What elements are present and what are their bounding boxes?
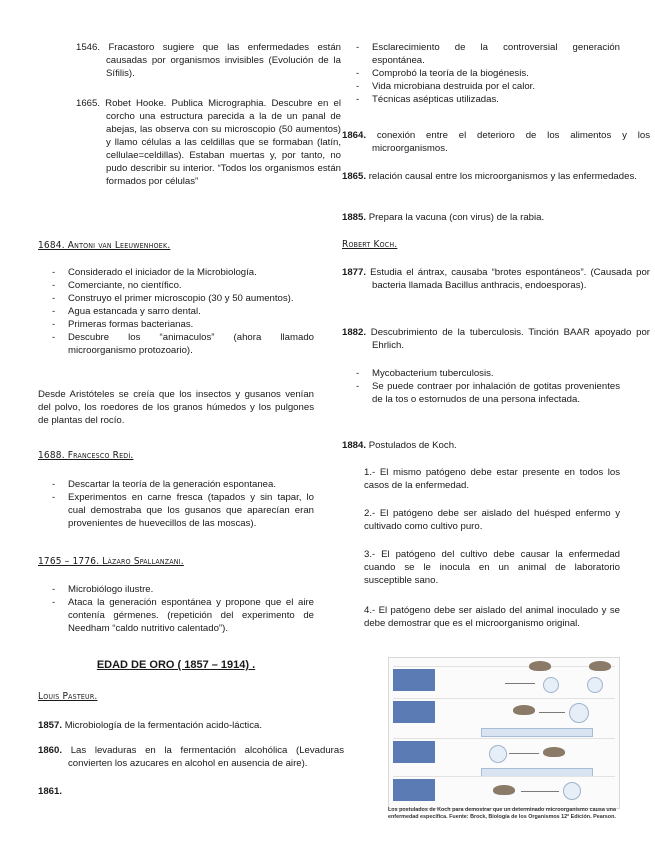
list-item: - Considerado el iniciador de la Microbiología. (38, 266, 314, 279)
pasteur-1861: 1861. (38, 786, 63, 797)
pasteur-heading: Louis Pasteur. (38, 691, 98, 702)
entry-text: Microbiología de la fermentación acido-láctica. (64, 720, 262, 731)
aristoteles-paragraph: Desde Aristóteles se creía que los insectos y gusanos venían del polvo, los roedores de los granos húmedos y los pulgones de plantas del rocío. (38, 389, 314, 426)
list-item: - Esclarecimiento de la controversial generación espontánea. (342, 41, 620, 67)
list-item: - Microbiólogo ilustre. (38, 583, 314, 596)
spallanzani-heading: 1765 – 1776. Lázaro Spallanzani. (38, 556, 184, 567)
figure-step-box (393, 701, 435, 723)
leeuwenhoek-list (38, 266, 314, 357)
list-item: - Descartar la teoría de la generación espontanea. (38, 478, 314, 491)
list-item: - Ataca la generación espontánea y propone que el aire contenía gérmenes. (repetición del experimento de Needham “caldo nutritivo calentado”). (38, 596, 314, 635)
koch-postulate-2: 2.- El patógeno debe ser aislado del huésped enfermo y cultivado como cultivo puro. (364, 508, 620, 532)
pasteur-1857 (38, 719, 314, 732)
entry-text: relación causal entre los microorganismos y las enfermedades. (368, 171, 637, 182)
figure-step-box (393, 779, 435, 801)
list-item: - Construyo el primer microscopio (30 y 50 aumentos). (38, 292, 314, 305)
entry-1865 (342, 170, 650, 183)
year-label: 1877. (342, 267, 367, 278)
figure-caption: Los postulados de Koch para demostrar que un determinado microorganismo causa una enfermedad específica. Fuente: Brock, Biología de los Organismos 12ª Edición. Pearson. (388, 807, 616, 820)
figure-row-3 (393, 738, 615, 767)
list-item: - Experimentos en carne fresca (tapados y sin tapar, lo cual demostraba que los gusanos que aparecían eran provenientes de huevecillos de las moscas). (38, 491, 314, 530)
healthy-mouse-icon (589, 661, 611, 671)
entry-1884 (342, 439, 620, 452)
koch-postulate-3: 3.- El patógeno del cultivo debe causar la enfermedad cuando se le inocula en un animal de laboratorio susceptible sano. (364, 549, 620, 586)
pasteur-1861-list (342, 41, 620, 106)
arrow-icon (539, 712, 565, 713)
figure-row-2 (393, 698, 615, 727)
figure-step-box (393, 741, 435, 763)
entry-1546: 1546. Fracastoro sugiere que las enfermedades están causadas por organismos invisibles (Evolución de la Sífilis). (76, 42, 341, 79)
culture-dish-icon (563, 782, 581, 800)
figure-row-1 (393, 666, 615, 695)
list-item: - Se puede contraer por inhalación de gotitas provenientes de la tos o estornudos de una persona infectada. (342, 380, 620, 406)
culture-dish-icon (543, 677, 559, 693)
spallanzani-list (38, 583, 314, 635)
year-label: 1857. (38, 720, 63, 731)
entry-text: Estudia el ántrax, causaba “brotes espontáneos”. (Causada por bacteria llamada Bacillus anthracis, endoesporas). (370, 267, 650, 291)
koch-postulate-4: 4.- El patógeno debe ser aislado del animal inoculado y se debe demostrar que es el microorganismo original. (364, 605, 620, 629)
year-label: 1865. (342, 171, 367, 182)
culture-dish-icon (489, 745, 507, 763)
inoculated-mouse-icon (543, 747, 565, 757)
koch-postulates-figure (388, 657, 620, 809)
sick-mouse-icon (529, 661, 551, 671)
redi-list (38, 478, 314, 530)
figure-band (481, 728, 593, 737)
list-item: - Comerciante, no científico. (38, 279, 314, 292)
culture-dish-icon (569, 703, 589, 723)
year-label: 1864. (342, 130, 367, 141)
arrow-icon (521, 791, 559, 792)
koch-postulate-1: 1.- El mismo patógeno debe estar presente en todos los casos de la enfermedad. (364, 467, 620, 491)
entry-1882 (342, 326, 650, 352)
arrow-icon (509, 753, 539, 754)
list-item: - Descubre los “animaculos” (ahora llamado microorganismo protozoario). (38, 331, 314, 357)
year-label: 1860. (38, 745, 63, 756)
list-item: - Técnicas asépticas utilizadas. (342, 93, 620, 106)
list-item: - Comprobó la teoría de la biogénesis. (342, 67, 620, 80)
entry-text: Postulados de Koch. (368, 440, 457, 451)
year-label: 1884. (342, 440, 367, 451)
culture-dish-icon (587, 677, 603, 693)
list-item: - Vida microbiana destruida por el calor. (342, 80, 620, 93)
figure-row-4 (393, 776, 615, 805)
entry-1665: 1665. Robet Hooke. Publica Micrographia. Descubre en el corcho una estructura parecida a la de un panal de abejas, las observa con su microscopio (50 aumentos) y llamo células a las celdillas que se formaban (latín, cellulae=celdillas). Estaban muertas y, por tanto, no pudo describir su interior. “Todos los organismos están formados por células” (76, 98, 341, 187)
redi-heading: 1688. Francesco Redí. (38, 450, 134, 461)
list-item: - Primeras formas bacterianas. (38, 318, 314, 331)
pasteur-1860 (38, 744, 344, 770)
era-title: EDAD DE ORO ( 1857 – 1914) . (96, 659, 256, 671)
year-label: 1882. (342, 327, 367, 338)
tuberculosis-list (342, 367, 620, 406)
list-item: - Mycobacterium tuberculosis. (342, 367, 620, 380)
sick-mouse-icon (493, 785, 515, 795)
year-label: 1885. (342, 212, 367, 223)
leeuwenhoek-heading: 1684. Antoni van Leeuwenhoek. (38, 240, 171, 251)
koch-heading: Robert Koch. (342, 239, 398, 250)
entry-1877 (342, 266, 650, 292)
entry-1864 (342, 129, 650, 155)
entry-text: Descubrimiento de la tuberculosis. Tinción BAAR apoyado por Ehrlich. (370, 327, 650, 351)
sick-mouse-icon (513, 705, 535, 715)
arrow-icon (505, 683, 535, 684)
figure-step-box (393, 669, 435, 691)
list-item: - Agua estancada y sarro dental. (38, 305, 314, 318)
entry-1885 (342, 211, 620, 224)
entry-text: Las levaduras en la fermentación alcohólica (Levaduras convierten los azucares en alcohol en ausencia de aire). (68, 745, 344, 769)
entry-text: conexión entre el deterioro de los alimentos y los microorganismos. (372, 130, 651, 154)
entry-text: Prepara la vacuna (con virus) de la rabia. (368, 212, 545, 223)
